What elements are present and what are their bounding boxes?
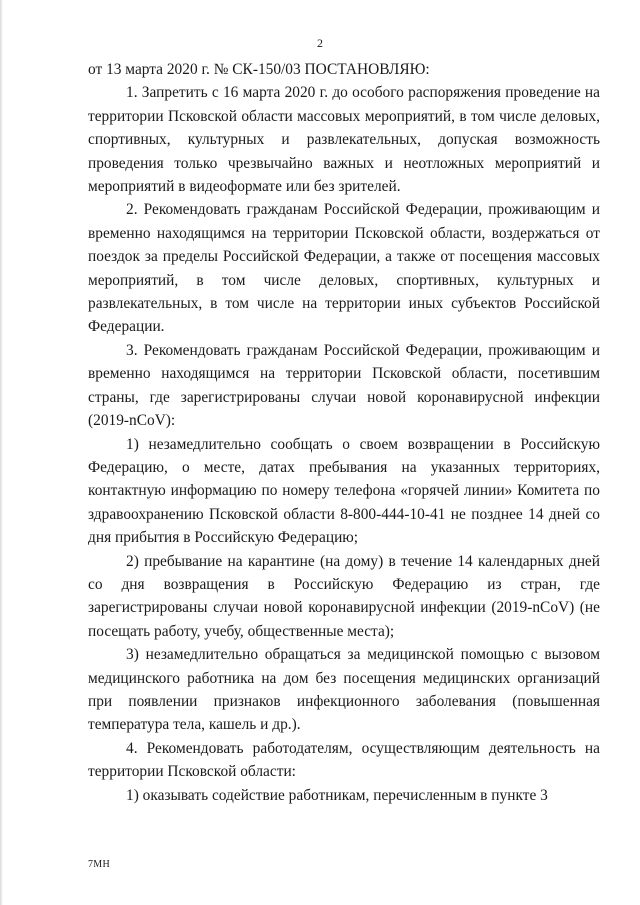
clause-3-item-3-medical-help: 3) незамедлительно обращаться за медицинской помощью с вызовом медицинского работника на дом без посещения медицинских организаций при появлении признаков инфекционного заболевания (повышенная температура тела, кашель и др.). bbox=[88, 646, 600, 734]
resolution-intro: от 13 марта 2020 г. № СК-150/03 ПОСТАНОВЛЯЮ: bbox=[88, 61, 430, 78]
footer-code: 7МН bbox=[88, 859, 111, 870]
clause-4-item-1-assist-employees: 1) оказывать содействие работникам, перечисленным в пункте 3 bbox=[126, 786, 548, 804]
scan-edge-shadow bbox=[0, 0, 3, 905]
document-body bbox=[88, 58, 600, 807]
clause-2-travel-recommendation: 2. Рекомендовать гражданам Российской Федерации, проживающим и временно находящимся на территории Псковской области, воздержаться от поездок за пределы Российской Федерации, а также от посещения массовых мероприятий, в том числе деловых, спортивных, культурных и развлекательных, в том числе на территории иных субъектов Российской Федерации. bbox=[88, 201, 600, 336]
clause-4-employers: 4. Рекомендовать работодателям, осуществляющим деятельность на территории Псковской области: bbox=[88, 739, 600, 781]
clause-3-returning-citizens: 3. Рекомендовать гражданам Российской Федерации, проживающим и временно находящимся на территории Псковской области, посетившим страны, где зарегистрированы случаи новой коронавирусной инфекции (2019-nCoV): bbox=[88, 341, 600, 430]
page-number: 2 bbox=[317, 36, 323, 50]
clause-3-item-1-notify-hotline: 1) незамедлительно сообщать о своем возвращении в Российскую Федерацию, о месте, датах пребывания на указанных территориях, контактную информацию по номеру телефона «горячей линии» Комитета по здравоохранению Псковской области 8-800-444-10-41 не позднее 14 дней со дня прибытия в Российскую Федерацию; bbox=[88, 435, 600, 547]
clause-1-ban-mass-events: 1. Запретить с 16 марта 2020 г. до особого распоряжения проведение на территории Псковской области массовых мероприятий, в том числе деловых, спортивных, культурных и развлекательных, допуская возможность проведения только чрезвычайно важных и неотложных мероприятий и мероприятий в видеоформате или без зрителей. bbox=[88, 84, 600, 196]
clause-3-item-2-home-quarantine: 2) пребывание на карантине (на дому) в течение 14 календарных дней со дня возвращения в Российскую Федерацию из стран, где зарегистрированы случаи новой коронавирусной инфекции (2019-nCoV) (не посещать работу, учебу, общественные места); bbox=[88, 552, 600, 640]
